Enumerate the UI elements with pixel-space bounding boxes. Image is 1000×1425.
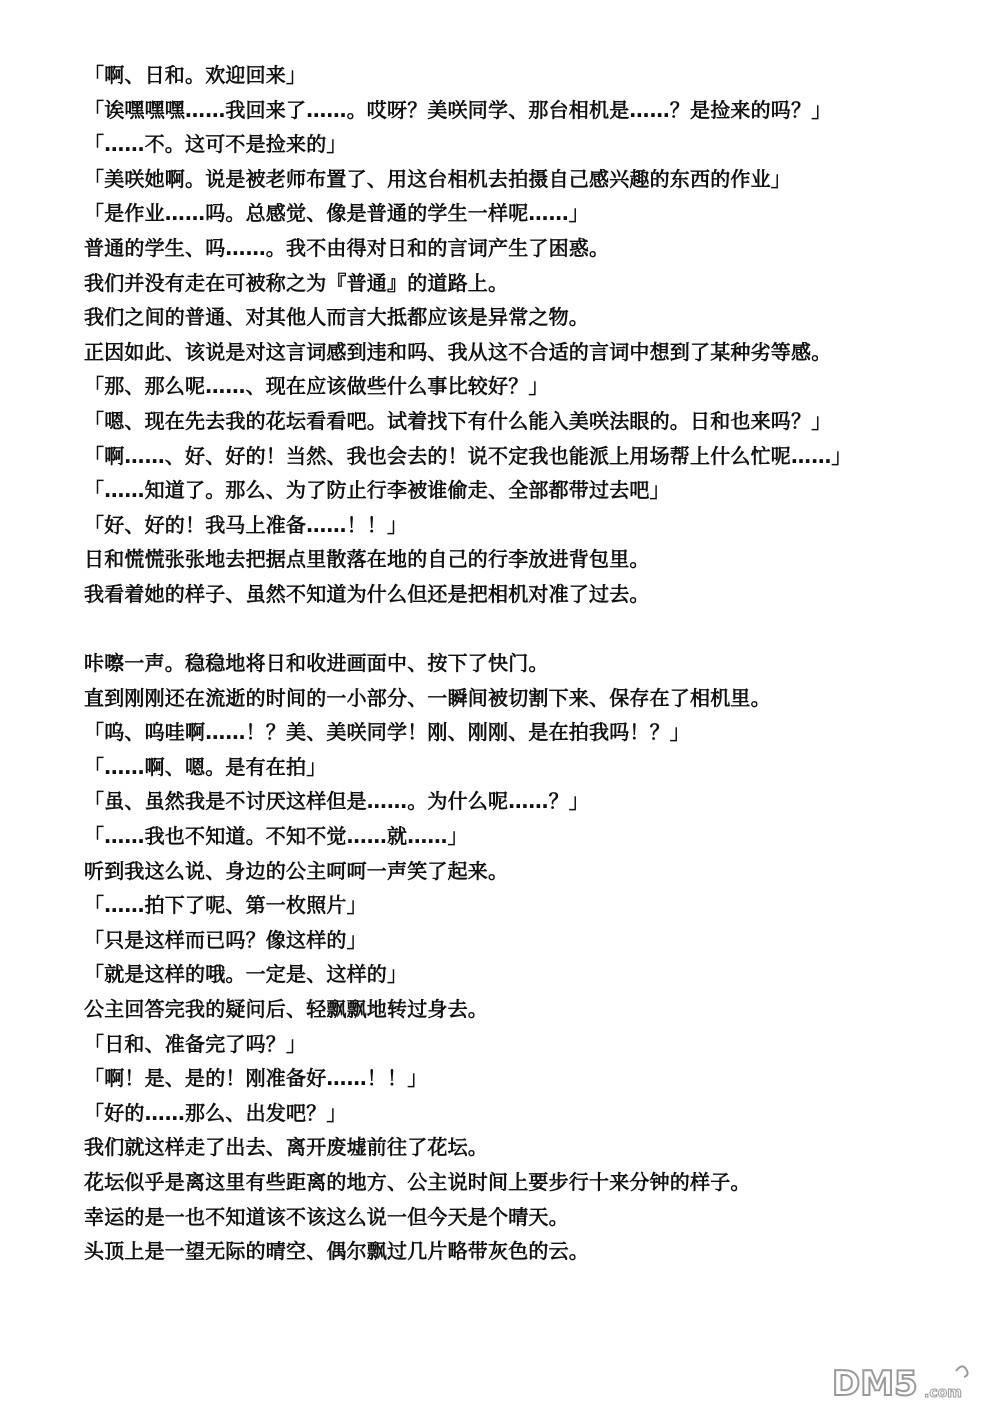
text-line: 幸运的是一也不知道该不该这么说一但今天是个晴天。: [84, 1204, 569, 1229]
text-line: 「那、那么呢……、现在应该做些什么事比较好？」: [84, 374, 549, 399]
text-line: 「是作业……吗。总感觉、像是普通的学生一样呢……」: [84, 201, 589, 226]
paragraph-gap: [84, 612, 964, 647]
text-line: 「……啊、嗯。是有在拍」: [84, 754, 327, 779]
text-line: 「诶嘿嘿嘿……我回来了……。哎呀？美咲同学、那台相机是……？是捡来的吗？」: [84, 97, 832, 122]
text-line: 「……不。这可不是捡来的」: [84, 132, 347, 157]
novel-text-block: [84, 58, 964, 1269]
text-line: 「美咲她啊。说是被老师布置了、用这台相机去拍摄自己感兴趣的东西的作业」: [84, 166, 791, 191]
text-line: 「好的……那么、出发吧？」: [84, 1100, 347, 1125]
text-line: 咔嚓一声。稳稳地将日和收进画面中、按下了快门。: [84, 651, 549, 676]
text-line: 「只是这样而已吗？像这样的」: [84, 927, 367, 952]
watermark-swirl-icon: [956, 1366, 968, 1377]
text-line: 我们之间的普通、对其他人而言大抵都应该是异常之物。: [84, 305, 589, 330]
text-line: 普通的学生、吗……。我不由得对日和的言词产生了困惑。: [84, 235, 610, 260]
text-line: 直到刚刚还在流逝的时间的一小部分、一瞬间被切割下来、保存在了相机里。: [84, 685, 771, 710]
text-line: 「啊、日和。欢迎回来」: [84, 63, 307, 87]
text-line: 我们就这样走了出去、离开废墟前往了花坛。: [84, 1135, 488, 1160]
watermark-text: DM5: [832, 1364, 918, 1404]
text-line: 「啊……、好、好的！当然、我也会去的！说不定我也能派上用场帮上什么忙呢……」: [84, 443, 852, 468]
text-line: 「好、好的！我马上准备……！！」: [84, 512, 408, 537]
text-line: 「……我也不知道。不知不觉……就……」: [84, 824, 468, 849]
text-line: 「呜、呜哇啊……！？美、美咲同学！刚、刚刚、是在拍我吗！？」: [84, 720, 690, 745]
dm5-logo-icon: [828, 1357, 978, 1405]
text-line: 头顶上是一望无际的晴空、偶尔飘过几片略带灰色的云。: [84, 1239, 589, 1264]
dm5-watermark: [828, 1357, 978, 1405]
watermark-suffix: .com: [924, 1385, 962, 1401]
text-line: 「日和、准备完了吗？」: [84, 1031, 307, 1056]
text-line: 我看着她的样子、虽然不知道为什么但还是把相机对准了过去。: [84, 581, 650, 606]
text-line: 「虽、虽然我是不讨厌这样但是……。为什么呢……？」: [84, 789, 589, 814]
text-line: 「就是这样的哦。一定是、这样的」: [84, 962, 408, 987]
text-line: 正因如此、该说是对这言词感到违和吗、我从这不合适的言词中想到了某种劣等感。: [84, 339, 832, 364]
text-line: 听到我这么说、身边的公主呵呵一声笑了起来。: [84, 858, 509, 883]
text-line: 花坛似乎是离这里有些距离的地方、公主说时间上要步行十来分钟的样子。: [84, 1170, 751, 1194]
text-line: 「嗯、现在先去我的花坛看看吧。试着找下有什么能入美咲法眼的。日和也来吗？」: [84, 408, 832, 433]
text-line: 公主回答完我的疑问后、轻飘飘地转过身去。: [84, 997, 488, 1022]
text-line: 「啊！是、是的！刚准备好……！！」: [84, 1066, 428, 1091]
text-line: 「……知道了。那么、为了防止行李被谁偷走、全部都带过去吧」: [84, 478, 670, 503]
text-line: 日和慌慌张张地去把据点里散落在地的自己的行李放进背包里。: [84, 547, 650, 572]
text-line: 「……拍下了呢、第一枚照片」: [84, 893, 367, 918]
text-line: 我们并没有走在可被称之为『普通』的道路上。: [84, 270, 509, 295]
